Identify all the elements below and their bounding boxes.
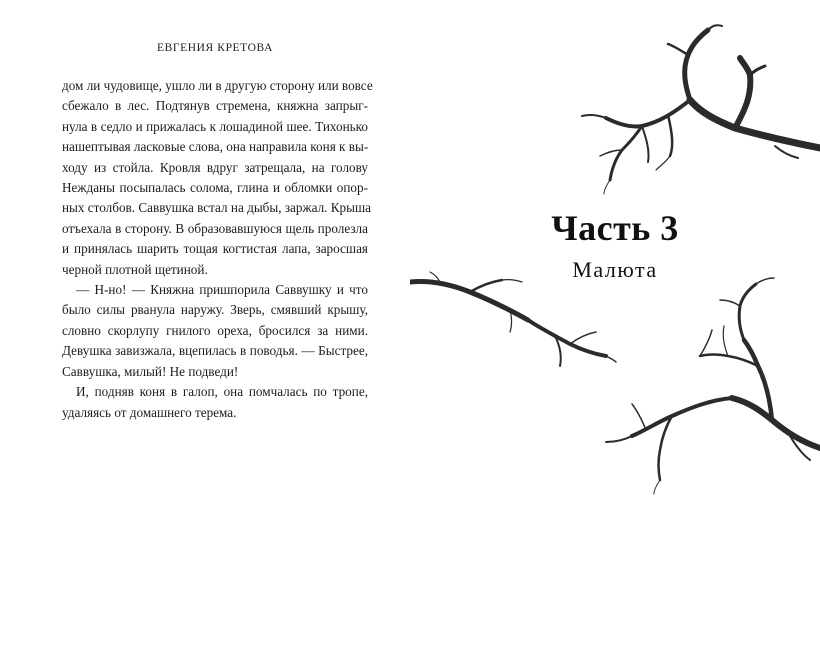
branch-bottom [606,278,820,494]
branch-top [582,25,820,194]
branch-middle [410,272,616,366]
text-line: нашептывая ласковые слова, она направила коня к вы- [62,139,369,155]
text-line: удаляясь от домашнего терема. [62,404,237,420]
text-line: — Н-но! — Княжна пришпорила Саввушку и что [76,282,368,298]
body-text [62,76,373,423]
text-line: словно скорлупу гнилого ореха, бросился за ними. [62,322,368,338]
text-line: черной плотной щетиной. [62,261,208,277]
running-head: ЕВГЕНИЯ КРЕТОВА [156,42,274,54]
text-line: отъехала в сторону. В образовавшуюся щель пролезла [62,220,368,236]
text-line: было силы рванула наружу. Зверь, смявший крышу, [62,302,368,318]
part-title: Часть 3 [551,208,679,248]
text-line: Саввушка, милый! Не подведи! [62,363,239,379]
right-page [410,0,820,662]
text-line: сбежало в лес. Подтянув стремена, княжна запрыг- [62,98,368,114]
part-subtitle: Малюта [572,257,658,282]
text-line: ных столбов. Саввушка встал на дыбы, заржал. Крыша [62,200,372,216]
text-line: ходу из стойла. Кровля вдруг затрещала, на голову [62,159,368,175]
text-line: И, подняв коня в галоп, она помчалась по тропе, [76,384,368,400]
text-line: нула в седло и прижалась к лошадиной шее. Тихонько [62,118,368,134]
text-line: Нежданы посыпалась солома, глина и обломки опор- [62,180,368,196]
text-line: Девушка завизжала, вцепилась в поводья. — Быстрее, [62,343,368,359]
text-line: дом ли чудовище, ушло ли в другую сторону или вовсе [62,78,373,93]
branch-illustration [410,0,820,662]
text-line: и принялась шарить тощая когтистая лапа, заросшая [62,241,368,257]
